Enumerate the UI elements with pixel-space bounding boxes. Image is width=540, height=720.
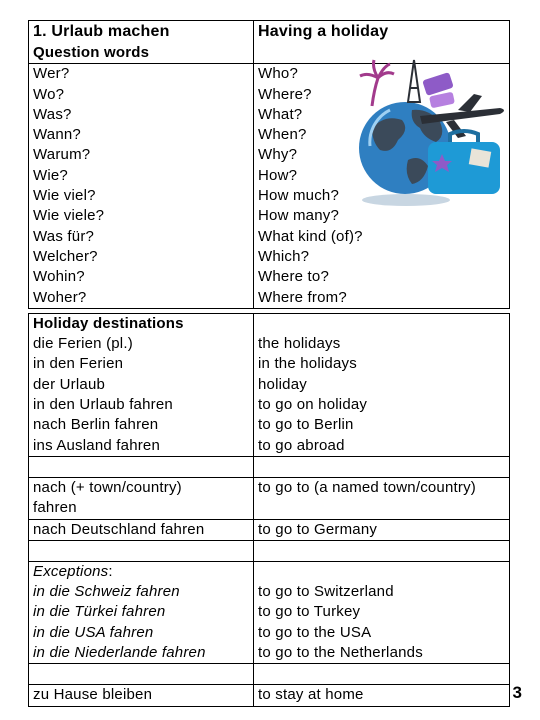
qw-de-8: Was für? [33,227,95,245]
last-english [254,685,510,706]
exceptions-row [29,561,510,663]
destinations-german [29,313,254,456]
header-german: 1. Urlaub machen [33,23,170,40]
last-en: to stay at home [258,686,364,704]
exc-en-0: to go to Switzerland [258,583,394,601]
exc-en-3: to go to the Netherlands [258,644,423,662]
question-words-german [29,64,254,309]
dest-en-5: to go abroad [258,436,345,454]
qw-en-5: How? [258,166,298,184]
exc-en-1: to go to Turkey [258,603,361,621]
dest-en-1: in the holidays [258,355,357,373]
dest-en-spacer [258,314,505,334]
nach-german [29,477,254,519]
qw-en-3: When? [258,126,307,144]
globe-shadow [362,194,450,206]
dest-de-3: in den Urlaub fahren [33,396,173,414]
nach-english [254,477,510,519]
last-row [29,685,510,706]
dest-en-3: to go on holiday [258,396,368,414]
qw-en-7: How many? [258,207,339,225]
nach-row [29,477,510,519]
eiffel-tower-icon [408,60,420,102]
nach-de-line1: nach (+ town/country) [33,478,182,496]
empty-row [29,456,510,477]
destinations-heading: Holiday destinations [33,314,184,332]
qw-de-3: Wann? [33,126,81,144]
destinations-row [29,313,510,456]
qw-en-9: Which? [258,247,310,265]
qw-en-10: Where to? [258,268,329,286]
palm-tree-icon [360,60,394,106]
qw-en-4: Why? [258,146,298,164]
nach-en-line1: to go to (a named town/country) [258,478,476,496]
qw-de-2: Was? [33,105,72,123]
ticket-icon [422,72,454,96]
exc-de-3: in die Niederlande fahren [33,644,206,662]
qw-de-6: Wie viel? [33,187,96,205]
qw-de-7: Wie viele? [33,207,105,225]
qw-de-1: Wo? [33,85,65,103]
exc-en-spacer [258,562,505,582]
exceptions-heading-line [33,562,249,582]
header-english: Having a holiday [258,23,389,40]
ticket-icon [429,92,455,109]
dest-de-1: in den Ferien [33,355,124,373]
dest-de-2: der Urlaub [33,375,106,393]
qw-de-11: Woher? [33,288,87,306]
exc-en-2: to go to the USA [258,623,372,641]
page-number: 3 [512,683,522,702]
last-german [29,685,254,706]
qw-de-4: Warum? [33,146,91,164]
dest-en-0: the holidays [258,335,341,353]
destinations-english [254,313,510,456]
qw-en-8: What kind (of)? [258,227,363,245]
dest-en-2: holiday [258,375,307,393]
exceptions-colon: : [108,562,113,580]
exceptions-english [254,561,510,663]
qw-de-10: Wohin? [33,268,85,286]
germany-english [254,519,510,540]
dest-en-4: to go to Berlin [258,416,354,434]
dest-de-4: nach Berlin fahren [33,416,159,434]
exceptions-heading: Exceptions [33,562,109,580]
question-words-heading: Question words [33,44,150,61]
qw-en-6: How much? [258,187,339,205]
exc-de-1: in die Türkei fahren [33,603,166,621]
qw-en-1: Where? [258,85,312,103]
qw-de-0: Wer? [33,65,70,83]
header-german-cell [29,21,254,64]
empty-row [29,540,510,561]
exceptions-german [29,561,254,663]
germany-german [29,519,254,540]
qw-de-9: Welcher? [33,247,98,265]
empty-row [29,664,510,685]
qw-en-0: Who? [258,65,298,83]
germany-de: nach Deutschland fahren [33,520,205,538]
qw-en-11: Where from? [258,288,347,306]
germany-en: to go to Germany [258,520,378,538]
germany-row [29,519,510,540]
exc-de-2: in die USA fahren [33,623,154,641]
travel-globe-suitcase-illustration [350,50,510,210]
dest-de-5: ins Ausland fahren [33,436,161,454]
qw-en-2: What? [258,105,303,123]
dest-de-0: die Ferien (pl.) [33,335,133,353]
qw-de-5: Wie? [33,166,68,184]
nach-de-line2: fahren [33,499,77,517]
last-de: zu Hause bleiben [33,686,153,704]
suitcase-label [469,148,491,167]
exc-de-0: in die Schweiz fahren [33,583,180,601]
